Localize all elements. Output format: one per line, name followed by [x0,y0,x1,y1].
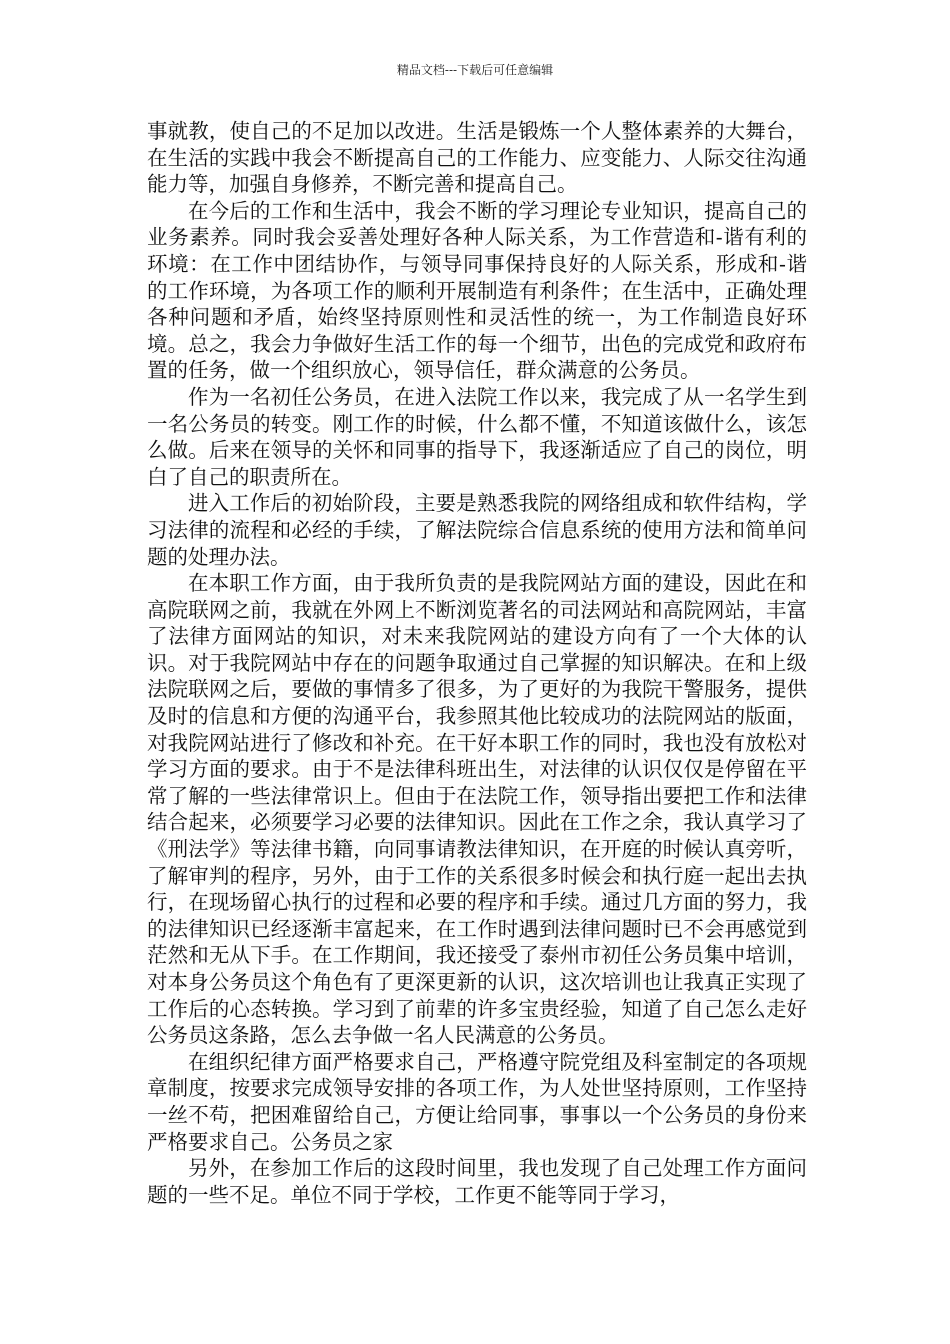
paragraph-4: 进入工作后的初始阶段，主要是熟悉我院的网络组成和软件结构，学习法律的流程和必经的手续，了解法院综合信息系统的使用方法和简单问题的处理办法。 [147,491,807,569]
paragraph-2: 在今后的工作和生活中，我会不断的学习理论专业知识，提高自己的业务素养。同时我会妥善处理好各种人际关系，为工作营造和-谐有利的环境：在工作中团结协作，与领导同事保持良好的人际关系，形成和-谐的工作环境，为各项工作的顺利开展制造有利条件；在生活中，正确处理各种问题和矛盾，始终坚持原则性和灵活性的统一，为工作制造良好环境。总之，我会力争做好生活工作的每一个细节，出色的完成党和政府布置的任务，做一个组织放心，领导信任，群众满意的公务员。 [147,198,807,383]
paragraph-7: 另外，在参加工作后的这段时间里，我也发现了自己处理工作方面问题的一些不足。单位不同于学校，工作更不能等同于学习， [147,1156,807,1207]
page-header: 精品文档---下载后可任意编辑 [396,63,554,77]
paragraph-6: 在组织纪律方面严格要求自己，严格遵守院党组及科室制定的各项规章制度，按要求完成领导安排的各项工作，为人处世坚持原则，工作坚持一丝不苟，把困难留给自己，方便让给同事，事事以一个公务员的身份来严格要求自己。公务员之家 [147,1049,807,1154]
paragraph-5: 在本职工作方面，由于我所负责的是我院网站方面的建设，因此在和高院联网之前，我就在外网上不断浏览著名的司法网站和高院网站，丰富了法律方面网站的知识，对未来我院网站的建设方向有了一个大体的认识。对于我院网站中存在的问题争取通过自己掌握的知识解决。在和上级法院联网之后，要做的事情多了很多，为了更好的为我院干警服务，提供及时的信息和方便的沟通平台，我参照其他比较成功的法院网站的版面，对我院网站进行了修改和补充。在干好本职工作的同时，我也没有放松对学习方面的要求。由于不是法律科班出生，对法律的认识仅仅是停留在平常了解的一些法律常识上。但由于在法院工作，领导指出要把工作和法律结合起来，必须要学习必要的法律知识。因此在工作之余，我认真学习了《刑法学》等法律书籍，向同事请教法律知识，在开庭的时候认真旁听，了解审判的程序，另外，由于工作的关系很多时候会和执行庭一起出去执行，在现场留心执行的过程和必要的程序和手续。通过几方面的努力，我的法律知识已经逐渐丰富起来，在工作时遇到法律问题时已不会再感觉到茫然和无从下手。在工作期间，我还接受了泰州市初任公务员集中培训，对本身公务员这个角色有了更深更新的认识，这次培训也让我真正实现了工作后的心态转换。学习到了前辈的许多宝贵经验，知道了自己怎么走好公务员这条路，怎么去争做一名人民满意的公务员。 [147,571,807,1048]
paragraph-1: 事就教，使自己的不足加以改进。生活是锻炼一个人整体素养的大舞台，在生活的实践中我会不断提高自己的工作能力、应变能力、人际交往沟通能力等，加强自身修养，不断完善和提高自己。 [147,119,807,197]
document-body [147,118,807,1208]
paragraph-3: 作为一名初任公务员，在进入法院工作以来，我完成了从一名学生到一名公务员的转变。刚工作的时候，什么都不懂，不知道该做什么，该怎么做。后来在领导的关怀和同事的指导下，我逐渐适应了自己的岗位，明白了自己的职责所在。 [147,384,807,489]
